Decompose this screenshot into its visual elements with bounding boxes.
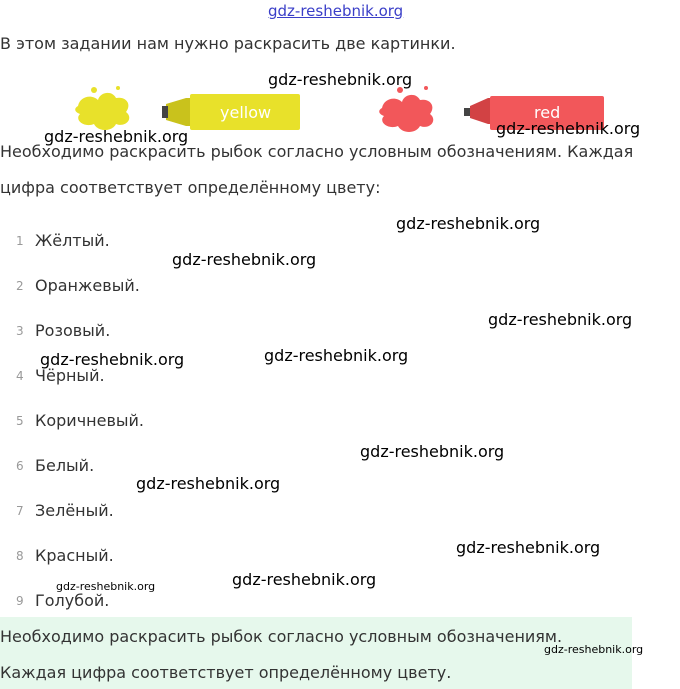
- red-marker-label: red: [534, 103, 561, 122]
- watermark: gdz-reshebnik.org: [456, 538, 601, 557]
- watermark: gdz-reshebnik.org: [136, 474, 281, 493]
- yellow-splash-icon: [75, 86, 129, 130]
- watermark: gdz-reshebnik.org: [56, 580, 156, 593]
- watermark: gdz-reshebnik.org: [172, 250, 317, 269]
- answer-line-1: Необходимо раскрасить рыбок согласно условным обозначениям.: [0, 627, 563, 646]
- watermark: gdz-reshebnik.org: [40, 350, 185, 369]
- intro-text: В этом задании нам нужно раскрасить две картинки.: [0, 34, 456, 53]
- list-number: 3: [16, 324, 24, 338]
- list-label: Коричневый.: [35, 411, 145, 430]
- list-label: Белый.: [35, 456, 95, 475]
- list-label: Зелёный.: [35, 501, 114, 520]
- site-header-link[interactable]: gdz-reshebnik.org: [268, 2, 404, 20]
- task-line-1: Необходимо раскрасить рыбок согласно условным обозначениям. Каждая: [0, 142, 634, 161]
- watermark: gdz-reshebnik.org: [232, 570, 377, 589]
- list-number: 7: [16, 504, 24, 518]
- list-label: Голубой.: [35, 591, 110, 610]
- task-line-2: цифра соответствует определённому цвету:: [0, 178, 381, 197]
- list-number: 1: [16, 234, 24, 248]
- watermark: gdz-reshebnik.org: [264, 346, 409, 365]
- list-label: Красный.: [35, 546, 114, 565]
- list-label: Оранжевый.: [35, 276, 140, 295]
- list-number: 6: [16, 459, 24, 473]
- list-number: 4: [16, 369, 24, 383]
- list-number: 8: [16, 549, 24, 563]
- list-label: Жёлтый.: [35, 231, 110, 250]
- list-label: Розовый.: [35, 321, 111, 340]
- yellow-marker-icon: [162, 94, 300, 130]
- answer-line-2: Каждая цифра соответствует определённому цвету.: [0, 663, 452, 682]
- list-label: Чёрный.: [35, 366, 105, 385]
- answer-box: [0, 617, 632, 689]
- watermark: gdz-reshebnik.org: [268, 70, 413, 89]
- watermark: gdz-reshebnik.org: [496, 119, 641, 138]
- yellow-marker-label: yellow: [220, 103, 272, 122]
- list-number: 9: [16, 594, 24, 608]
- watermark: gdz-reshebnik.org: [396, 214, 541, 233]
- watermark: gdz-reshebnik.org: [360, 442, 505, 461]
- list-number: 5: [16, 414, 24, 428]
- watermark: gdz-reshebnik.org: [544, 643, 644, 656]
- watermark: gdz-reshebnik.org: [44, 127, 189, 146]
- watermark: gdz-reshebnik.org: [488, 310, 633, 329]
- list-number: 2: [16, 279, 24, 293]
- red-splash-icon: [379, 86, 433, 132]
